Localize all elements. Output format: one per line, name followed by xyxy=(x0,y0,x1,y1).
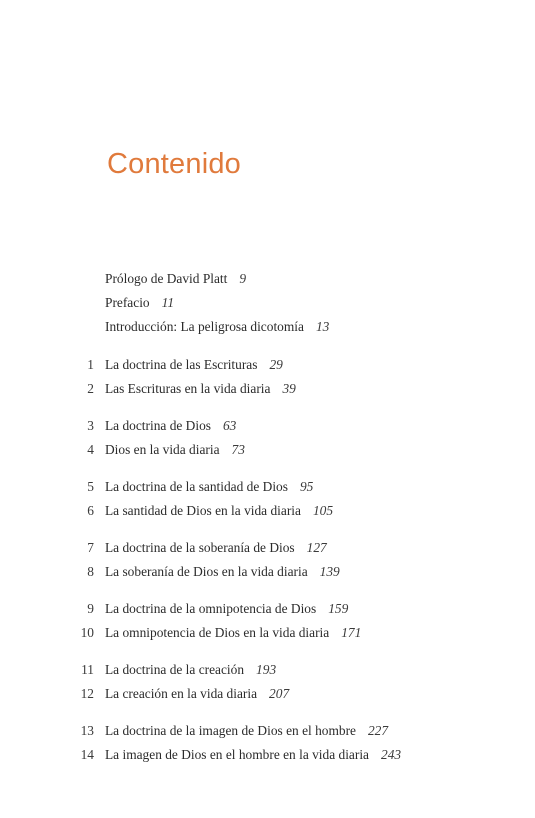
toc-entry-label: Prólogo de David Platt xyxy=(105,271,228,286)
toc-chapter-7[interactable] xyxy=(0,538,535,558)
chapter-number: 1 xyxy=(87,357,94,372)
chapter-number: 9 xyxy=(87,601,94,616)
chapter-page: 227 xyxy=(367,723,389,738)
toc-entry-prologo[interactable] xyxy=(0,269,535,289)
chapter-page: 29 xyxy=(269,357,283,372)
chapter-title: La doctrina de la soberanía de Dios xyxy=(105,540,295,555)
chapter-title: La omnipotencia de Dios en la vida diaria xyxy=(105,625,330,640)
chapter-title: La doctrina de la omnipotencia de Dios xyxy=(105,601,317,616)
chapter-title: La doctrina de la creación xyxy=(105,662,245,677)
page-title: Contenido xyxy=(107,148,242,180)
chapter-title: La soberanía de Dios en la vida diaria xyxy=(105,564,308,579)
chapter-number: 7 xyxy=(87,540,94,555)
toc-entry-text xyxy=(105,477,313,497)
toc-entry-text xyxy=(105,293,174,313)
toc-chapter-2[interactable] xyxy=(0,379,535,399)
chapter-number: 8 xyxy=(87,564,94,579)
chapter-page: 139 xyxy=(319,564,340,579)
chapter-number: 5 xyxy=(87,479,94,494)
chapter-page: 95 xyxy=(299,479,314,494)
toc-entry-text xyxy=(105,501,333,521)
toc-chapter-11[interactable] xyxy=(0,660,535,680)
toc-chapter-9[interactable] xyxy=(0,599,535,619)
chapter-number: 4 xyxy=(87,442,94,457)
chapter-number: 14 xyxy=(80,747,94,762)
chapter-title: La santidad de Dios en la vida diaria xyxy=(105,503,301,518)
toc-chapter-3[interactable] xyxy=(0,416,535,436)
toc-chapter-13[interactable] xyxy=(0,721,535,741)
toc-chapter-12[interactable] xyxy=(0,684,535,704)
toc-entry-text xyxy=(105,623,361,643)
chapter-title: Dios en la vida diaria xyxy=(105,442,220,457)
toc-entry-text xyxy=(105,416,236,436)
chapter-title: La creación en la vida diaria xyxy=(105,686,258,701)
chapter-page: 105 xyxy=(312,503,334,518)
toc-entry-page: 11 xyxy=(161,295,175,310)
toc-entry-text xyxy=(105,355,283,375)
chapter-title: La doctrina de la santidad de Dios xyxy=(105,479,288,494)
chapter-title: La doctrina de Dios xyxy=(105,418,211,433)
toc-entry-text xyxy=(105,721,388,741)
toc-chapter-5[interactable] xyxy=(0,477,535,497)
chapter-title: La doctrina de las Escrituras xyxy=(105,357,258,372)
chapter-title: Las Escrituras en la vida diaria xyxy=(105,381,271,396)
toc-entry-text xyxy=(105,317,329,337)
toc-entry-page: 13 xyxy=(315,319,330,334)
toc-entry-prefacio[interactable] xyxy=(0,293,535,313)
toc-entry-text xyxy=(105,440,245,460)
toc-chapter-8[interactable] xyxy=(0,562,535,582)
chapter-page: 73 xyxy=(231,442,245,457)
toc-entry-text xyxy=(105,684,289,704)
chapter-number: 10 xyxy=(80,625,94,640)
chapter-title: La imagen de Dios en el hombre en la vida diaria xyxy=(105,747,369,762)
toc-chapter-1[interactable] xyxy=(0,355,535,375)
toc-entry-label: Prefacio xyxy=(105,295,150,310)
toc-entry-text xyxy=(105,745,401,765)
chapter-number: 13 xyxy=(80,723,94,738)
toc-chapter-4[interactable] xyxy=(0,440,535,460)
chapter-page: 171 xyxy=(341,625,362,640)
chapter-title: La doctrina de la imagen de Dios en el hombre xyxy=(105,723,356,738)
chapter-page: 207 xyxy=(269,686,290,701)
chapter-page: 193 xyxy=(256,662,277,677)
toc-entry-label: Introducción: La peligrosa dicotomía xyxy=(105,319,304,334)
toc-entry-text xyxy=(105,538,327,558)
toc-entry-page: 9 xyxy=(239,271,247,286)
toc-entry-text xyxy=(105,660,276,680)
toc-entry-text xyxy=(105,562,340,582)
chapter-page: 159 xyxy=(328,601,349,616)
toc-entry-text xyxy=(105,379,296,399)
chapter-number: 2 xyxy=(87,381,94,396)
toc-entry-text xyxy=(105,599,348,619)
toc-entry-text xyxy=(105,269,246,289)
chapter-page: 243 xyxy=(381,747,402,762)
chapter-number: 11 xyxy=(81,662,94,677)
toc-chapter-14[interactable] xyxy=(0,745,535,765)
chapter-page: 39 xyxy=(282,381,296,396)
toc-chapter-6[interactable] xyxy=(0,501,535,521)
chapter-number: 3 xyxy=(87,418,94,433)
chapter-number: 12 xyxy=(80,686,94,701)
chapter-page: 63 xyxy=(222,418,237,433)
toc-entry-introduccion[interactable] xyxy=(0,317,535,337)
chapter-page: 127 xyxy=(306,540,327,555)
chapter-number: 6 xyxy=(87,503,94,518)
toc-chapter-10[interactable] xyxy=(0,623,535,643)
